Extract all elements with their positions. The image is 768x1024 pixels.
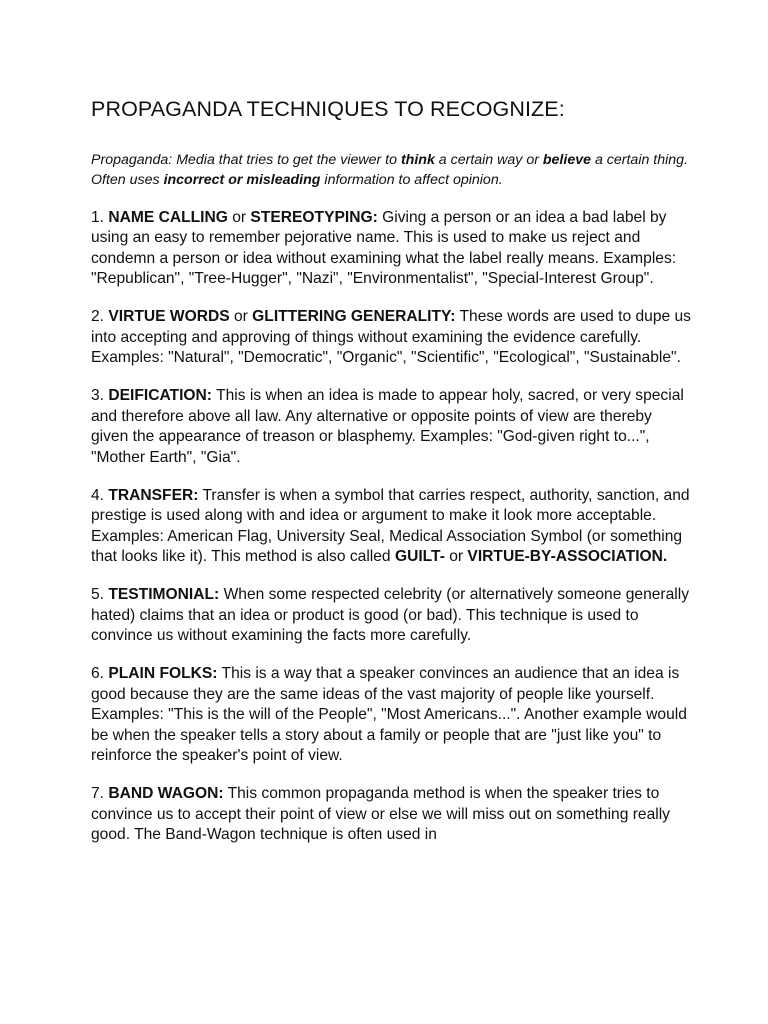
text-run: This common propaganda method is when the speaker tries to convince us to accept their point of view or else we will miss out on something really good. The Band-Wagon technique is often used in bbox=[91, 785, 670, 843]
text-run: These words are used to dupe us into accepting and approving of things without examining the evidence carefully. Examples: "Natural", "Democratic", "Organic", "Scientific", "Ecological", "Sustainable". bbox=[91, 308, 691, 367]
technique-band-wagon bbox=[91, 784, 691, 845]
bold-term: VIRTUE-BY-ASSOCIATION. bbox=[467, 548, 668, 566]
text-run: Propaganda: Media that tries to get the viewer to bbox=[91, 152, 401, 168]
text-run: 2. bbox=[91, 308, 109, 326]
technique-plain-folks bbox=[91, 664, 691, 766]
bold-term: TESTIMONIAL: bbox=[108, 586, 220, 604]
intro-paragraph bbox=[91, 150, 691, 190]
technique-name-calling bbox=[91, 208, 691, 290]
bold-term: STEREOTYPING: bbox=[250, 209, 378, 226]
bold-term: incorrect or misleading bbox=[163, 172, 321, 188]
text-run: 5. bbox=[91, 586, 109, 604]
text-run: information to affect opinion. bbox=[320, 172, 503, 188]
document-body bbox=[91, 96, 691, 863]
text-run: or bbox=[444, 548, 468, 566]
text-run: This is a way that a speaker convinces an audience that an idea is good because they are the same ideas of the vast majority of people like yourself. Examples: "This is the will of the People", "Most Americans...". Another example would be when the speaker tells a story about a family or people that are "just like you" to reinforce the speaker's point of view. bbox=[91, 665, 687, 764]
bold-term: believe bbox=[542, 152, 591, 168]
text-run: 4. bbox=[91, 486, 109, 504]
bold-term: BAND WAGON: bbox=[108, 785, 224, 803]
document-title: PROPAGANDA TECHNIQUES TO RECOGNIZE: bbox=[91, 97, 565, 121]
text-run: or bbox=[227, 209, 251, 226]
text-run: or bbox=[229, 308, 253, 326]
bold-term: DEIFICATION: bbox=[108, 387, 213, 405]
bold-term: NAME CALLING bbox=[108, 209, 228, 226]
text-run: a certain way or bbox=[434, 152, 543, 168]
text-run: Transfer is when a symbol that carries respect, authority, sanction, and prestige is used along with and idea or argument to make it look more acceptable. Examples: American Flag, University Seal, Medical Association Symbol (or something that looks like it). This method is also called bbox=[91, 486, 690, 566]
text-run: a certain thing. Often uses bbox=[91, 152, 689, 188]
bold-term: GLITTERING GENERALITY: bbox=[252, 308, 456, 326]
technique-list bbox=[91, 208, 691, 845]
bold-term: think bbox=[400, 152, 435, 168]
technique-testimonial bbox=[91, 585, 691, 646]
bold-term: VIRTUE WORDS bbox=[108, 308, 230, 326]
text-run: Giving a person or an idea a bad label by using an easy to remember pejorative name. This is used to make us reject and condemn a person or idea without examining what the label really means. Examples: "Republican", "Tree-Hugger", "Nazi", "Environmentalist", "Special-Interest Group". bbox=[91, 209, 677, 288]
technique-virtue-words bbox=[91, 307, 691, 368]
text-run: 3. bbox=[91, 387, 109, 405]
text-run: 1. bbox=[91, 209, 109, 226]
technique-transfer bbox=[91, 486, 691, 568]
text-run: This is when an idea is made to appear holy, sacred, or very special and therefore above all law. Any alternative or opposite points of view are thereby given the appearance of treason or blasphemy. Examples: "God-given right to...", "Mother Earth", "Gia". bbox=[91, 387, 684, 466]
bold-term: PLAIN FOLKS: bbox=[108, 665, 218, 683]
bold-term: GUILT- bbox=[394, 548, 445, 566]
text-run: 6. bbox=[91, 665, 109, 683]
text-run: When some respected celebrity (or alternatively someone generally hated) claims that an idea or product is good (or bad). This technique is used to convince us without examining the facts more carefully. bbox=[91, 586, 690, 645]
text-run: 7. bbox=[91, 785, 109, 803]
bold-term: TRANSFER: bbox=[108, 486, 199, 504]
technique-deification bbox=[91, 386, 691, 468]
